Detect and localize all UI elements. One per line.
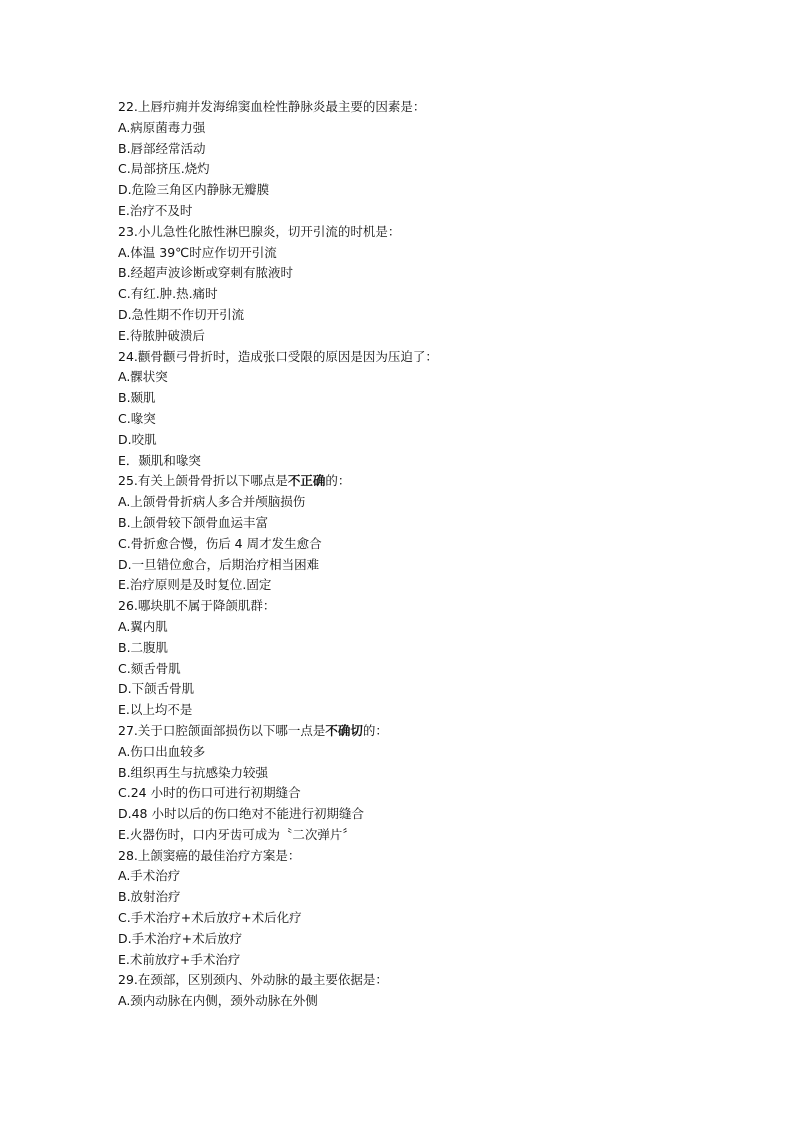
stem-text-end: 的： <box>325 473 351 489</box>
question-stem: 24.颧骨颧弓骨折时，造成张口受限的原因是因为压迫了： <box>118 348 438 364</box>
question-stem: 22.上唇疖痈并发海绵窦血栓性静脉炎最主要的因素是： <box>118 99 426 114</box>
option-b: B.二腹肌 <box>118 639 169 655</box>
option-d: D.一旦错位愈合，后期治疗相当困难 <box>118 556 320 572</box>
option-d: D.下颌舌骨肌 <box>118 681 195 697</box>
option-a: A.体温 39℃时应作切开引流 <box>118 244 277 260</box>
option-b: B.组织再生与抗感染力较强 <box>118 764 269 780</box>
stem-emphasis: 不正确 <box>287 473 326 489</box>
option-c: C.有红.肿.热.痛时 <box>118 286 218 302</box>
option-a: A.髁状突 <box>118 369 168 385</box>
option-c: C.喙突 <box>118 410 156 426</box>
option-c: C.24 小时的伤口可进行初期缝合 <box>118 785 301 801</box>
exam-document <box>118 97 718 1012</box>
option-b: B.放射治疗 <box>118 889 181 905</box>
option-a: A.伤口出血较多 <box>118 743 206 759</box>
option-c: C.颏舌骨肌 <box>118 660 181 676</box>
option-b: B.上颌骨较下颌骨血运丰富 <box>118 514 269 530</box>
stem-text: 27.关于口腔颌面部损伤以下哪一点是 <box>118 722 326 738</box>
option-a: A.翼内肌 <box>118 618 168 634</box>
option-d: D.手术治疗+术后放疗 <box>118 930 243 946</box>
option-b: B.唇部经常活动 <box>118 140 206 156</box>
option-b: B.颞肌 <box>118 390 156 406</box>
stem-text: 25.有关上颌骨骨折以下哪点是 <box>118 473 288 489</box>
option-d: D.急性期不作切开引流 <box>118 306 245 322</box>
stem-text-end: 的： <box>362 722 388 738</box>
option-c: C.骨折愈合慢，伤后 4 周才发生愈合 <box>118 535 322 551</box>
option-c: C.局部挤压.烧灼 <box>118 161 210 177</box>
option-e: E.术前放疗+手术治疗 <box>118 951 241 967</box>
question-stem: 26.哪块肌不属于降颌肌群： <box>118 598 276 614</box>
option-c: C.手术治疗+术后放疗+术后化疗 <box>118 910 302 926</box>
option-a: A.病原菌毒力强 <box>118 119 206 135</box>
option-e: E.治疗原则是及时复位.固定 <box>118 577 272 593</box>
option-a: A.颈内动脉在内侧，颈外动脉在外侧 <box>118 993 318 1009</box>
option-a: A.上颌骨骨折病人多合并颅脑损伤 <box>118 494 306 510</box>
question-stem <box>118 471 718 492</box>
option-d: D.咬肌 <box>118 431 157 447</box>
question-stem <box>118 721 718 742</box>
stem-emphasis: 不确切 <box>325 722 363 738</box>
option-b: B.经超声波诊断或穿刺有脓液时 <box>118 265 294 281</box>
option-d: D.48 小时以后的伤口绝对不能进行初期缝合 <box>118 806 364 822</box>
option-e: E．颞肌和喙突 <box>118 452 201 468</box>
option-e: E.待脓肿破溃后 <box>118 327 205 343</box>
question-stem: 23.小儿急性化脓性淋巴腺炎，切开引流的时机是： <box>118 223 401 239</box>
option-e: E.火器伤时，口内牙齿可成为〝二次弹片〞 <box>118 826 355 842</box>
option-e: E.治疗不及时 <box>118 202 193 218</box>
option-a: A.手术治疗 <box>118 868 181 884</box>
question-stem: 29.在颈部，区别颈内、外动脉的最主要依据是： <box>118 972 388 988</box>
question-stem: 28.上颌窦癌的最佳治疗方案是： <box>118 847 301 863</box>
option-d: D.危险三角区内静脉无瓣膜 <box>118 182 270 198</box>
option-e: E.以上均不是 <box>118 702 193 718</box>
